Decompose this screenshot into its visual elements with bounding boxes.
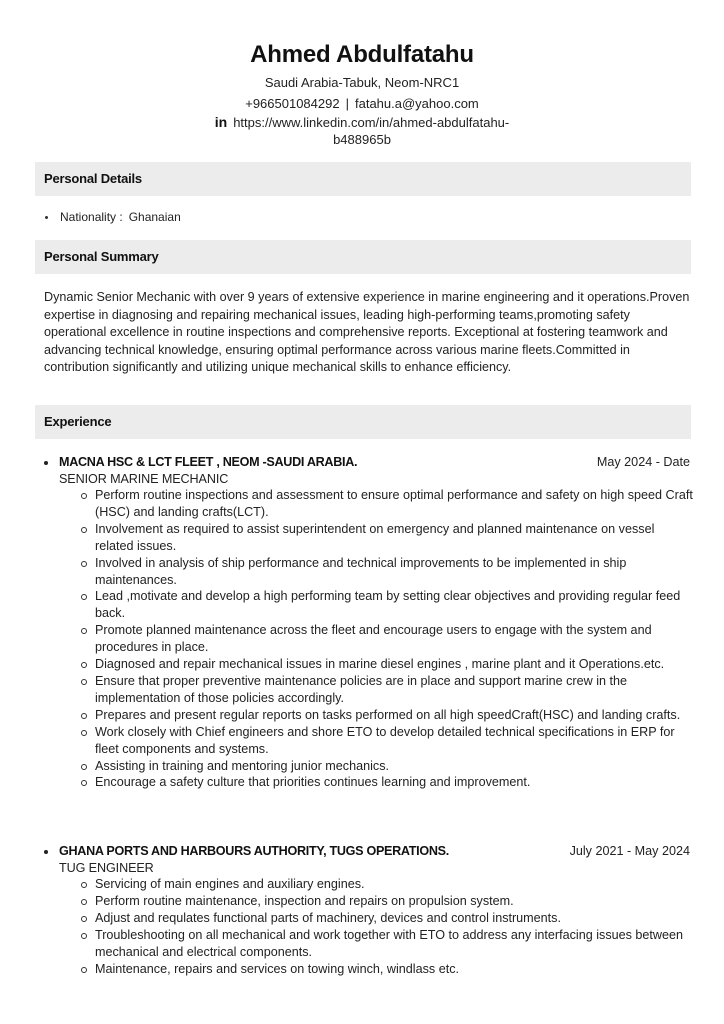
duty-item xyxy=(95,656,694,673)
duty-item xyxy=(95,588,694,622)
duty-text: Perform routine maintenance, inspection and repairs on propulsion system. xyxy=(95,893,514,908)
duty-text: Perform routine inspections and assessment to ensure optimal performance and safety on high speed Craft (HSC) and landing crafts(LCT). xyxy=(95,488,693,519)
duty-item xyxy=(95,893,694,910)
duty-text: Maintenance, repairs and services on towing winch, windlass etc. xyxy=(95,961,460,976)
job-dates: May 2024 - Date xyxy=(596,455,690,469)
circle-bullet-icon xyxy=(81,916,87,922)
nationality-value: Ghanaian xyxy=(128,210,181,224)
circle-bullet-icon xyxy=(81,679,87,685)
circle-bullet-icon xyxy=(81,764,87,770)
duty-item xyxy=(95,521,694,555)
job-role: TUG ENGINEER xyxy=(59,861,154,875)
circle-bullet-icon xyxy=(81,713,87,719)
linkedin-icon: in xyxy=(214,114,228,130)
job-role: SENIOR MARINE MECHANIC xyxy=(59,472,229,486)
section-personal-details xyxy=(35,162,691,196)
circle-bullet-icon xyxy=(81,780,87,786)
job-header xyxy=(44,843,694,860)
duty-item xyxy=(95,910,694,927)
nationality-label: Nationality : xyxy=(60,210,123,224)
circle-bullet-icon xyxy=(81,933,87,939)
section-title: Personal Summary xyxy=(44,249,159,264)
duty-text: Servicing of main engines and auxiliary engines. xyxy=(95,877,365,891)
duty-item xyxy=(95,774,694,791)
duty-item xyxy=(95,707,694,724)
duty-text: Encourage a safety culture that priorities continues learning and improvement. xyxy=(95,775,531,790)
duty-text: Work closely with Chief engineers and shore ETO to develop detailed technical specifications in ERP for fleet components and systems. xyxy=(95,724,675,756)
duty-item xyxy=(95,876,694,893)
circle-bullet-icon xyxy=(81,882,87,888)
job-company: MACNA HSC & LCT FLEET , NEOM -SAUDI ARABIA. xyxy=(59,455,358,469)
duty-text: Lead ,motivate and develop a high performing team by setting clear objectives and providing regular feed back. xyxy=(95,589,681,621)
circle-bullet-icon xyxy=(81,493,87,499)
linkedin-link[interactable] xyxy=(215,114,510,148)
duty-text: Troubleshooting on all mechanical and work together with ETO to address any interfacing issues between mechanical and electrical components. xyxy=(95,927,684,959)
circle-bullet-icon xyxy=(81,561,87,567)
phone-number: +966501084292 xyxy=(245,96,340,111)
summary-text: Dynamic Senior Mechanic with over 9 years of extensive experience in marine engineering and it operations.Proven expertise in diagnosing and repairing mechanical issues, leading high-performing teams,promoting safety operational excellence in routine inspections and comprehensive reports. Exceptional at fostering teamwork and advancing technical knowledge, ensuring optimal performance across various marine fleets.Committed in contribution significantly and utilizing unique mechanical skills to enhance efficiency. xyxy=(44,290,690,375)
address: Saudi Arabia-Tabuk, Neom-NRC1 xyxy=(264,75,460,90)
job-entry xyxy=(44,843,694,977)
duty-text: Assisting in training and mentoring junior mechanics. xyxy=(95,758,390,773)
bullet-dot xyxy=(44,461,48,465)
duty-item xyxy=(95,724,694,758)
bullet-dot xyxy=(45,216,48,219)
duty-item xyxy=(95,487,694,521)
duty-item xyxy=(95,673,694,707)
circle-bullet-icon xyxy=(81,628,87,634)
bullet-dot xyxy=(44,850,48,854)
job-duties xyxy=(44,876,694,977)
duty-item xyxy=(95,961,694,978)
job-entry xyxy=(44,454,694,791)
circle-bullet-icon xyxy=(81,594,87,600)
candidate-name: Ahmed Abdulfatahu xyxy=(250,41,474,68)
duty-text: Ensure that proper preventive maintenance policies are in place and support marine crew in the implementation of those policies accordingly. xyxy=(95,673,628,705)
duty-text: Adjust and requlates functional parts of machinery, devices and control instruments. xyxy=(95,910,561,925)
circle-bullet-icon xyxy=(81,527,87,533)
nationality-item xyxy=(45,210,181,224)
email-link[interactable]: fatahu.a@yahoo.com xyxy=(354,96,479,111)
duty-item xyxy=(95,555,694,589)
duty-text: Diagnosed and repair mechanical issues in marine diesel engines , marine plant and it Operations.etc. xyxy=(95,657,665,672)
section-title: Personal Details xyxy=(44,171,142,186)
circle-bullet-icon xyxy=(81,899,87,905)
circle-bullet-icon xyxy=(81,967,87,973)
duty-text: Promote planned maintenance across the fleet and encourage users to engage with the system and procedures in place. xyxy=(95,623,652,655)
job-duties xyxy=(44,487,694,791)
job-dates: July 2021 - May 2024 xyxy=(569,844,690,858)
job-header xyxy=(44,454,694,471)
linkedin-line xyxy=(0,114,724,150)
linkedin-url-part2: b488965b xyxy=(333,132,391,147)
duty-text: Involved in analysis of ship performance and technical improvements to be implemented in ship maintenances. xyxy=(95,555,627,587)
duty-text: Involvement as required to assist superintendent on emergency and planned maintenance on vessel related issues. xyxy=(95,521,655,553)
section-title: Experience xyxy=(44,414,112,429)
circle-bullet-icon xyxy=(81,730,87,736)
resume-header xyxy=(0,40,724,150)
duty-item xyxy=(95,622,694,656)
section-personal-summary xyxy=(35,240,691,274)
duty-item xyxy=(95,927,694,961)
job-company: GHANA PORTS AND HARBOURS AUTHORITY, TUGS OPERATIONS. xyxy=(59,844,449,858)
contact-separator: | xyxy=(345,96,349,111)
duty-text: Prepares and present regular reports on tasks performed on all high speedCraft(HSC) and landing crafts. xyxy=(95,707,681,722)
linkedin-url-part1: https://www.linkedin.com/in/ahmed-abdulfatahu- xyxy=(233,115,510,130)
circle-bullet-icon xyxy=(81,662,87,668)
section-experience xyxy=(35,405,691,439)
duty-item xyxy=(95,758,694,775)
contact-line xyxy=(0,93,724,114)
